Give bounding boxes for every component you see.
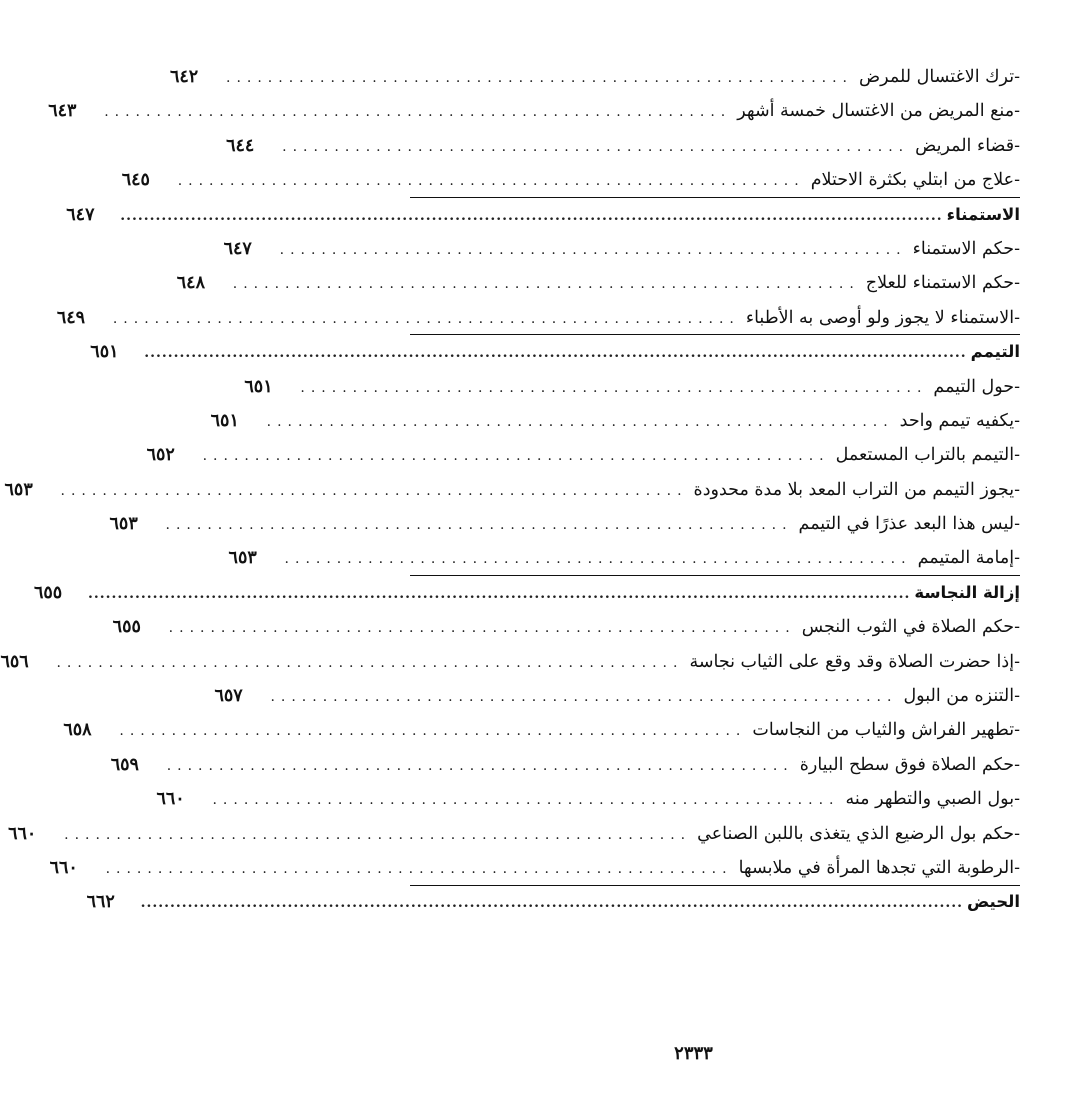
dot-leader: ............................................................	[168, 620, 796, 637]
toc-entry-title: -علاج من ابتلي بكثرة الاحتلام	[810, 170, 1020, 191]
toc-entry	[146, 438, 1020, 472]
dot-leader: ............................................................................................................................................	[140, 895, 963, 912]
toc-entry	[8, 817, 1020, 851]
toc-section-heading	[66, 198, 1020, 232]
dot-leader: ............................................................	[64, 826, 692, 843]
toc-entry-title: الحيض	[967, 892, 1020, 912]
toc-entry-title: -يكفيه تيمم واحد	[899, 410, 1020, 431]
toc-entry	[109, 507, 1020, 541]
toc-entry-page: ٦٥٥	[33, 582, 63, 603]
toc-entry-page: ٦٥١	[210, 410, 239, 431]
toc-entry	[244, 370, 1020, 404]
section-rule	[410, 575, 1020, 576]
toc-entry-title: -إذا حضرت الصلاة وقد وقع على الثياب نجاسة	[689, 651, 1020, 672]
dot-leader: ............................................................	[300, 379, 928, 396]
dot-leader: ............................................................	[284, 551, 912, 568]
toc-entry-title: -ترك الاغتسال للمرض	[859, 67, 1020, 87]
toc-entry-page: ٦٥٣	[4, 479, 33, 500]
toc-entry-page: ٦٥١	[90, 342, 119, 363]
dot-leader: ............................................................	[105, 860, 733, 877]
toc-entry-title: -حكم بول الرضيع الذي يتغذى باللبن الصناعي	[697, 823, 1020, 844]
dot-leader: ............................................................	[226, 70, 854, 86]
toc-entry-page: ٦٤٢	[170, 67, 199, 87]
dot-leader: ............................................................	[60, 482, 688, 499]
toc-entry-title: -حكم الاستمناء	[912, 238, 1020, 259]
toc-entry	[112, 610, 1020, 644]
toc-entry-page: ٦٦٢	[86, 892, 115, 913]
toc-entry-title: -حكم الصلاة فوق سطح البيارة	[799, 754, 1020, 775]
toc-entry-page: ٦٦٠	[49, 857, 78, 878]
dot-leader: ............................................................................................................................................	[87, 585, 911, 602]
toc-entry-page: ٦٤٧	[66, 204, 95, 225]
toc-entry-title: -يجوز التيمم من التراب المعد بلا مدة محدودة	[693, 479, 1020, 500]
toc-entry-title: إزالة النجاسة	[914, 582, 1020, 602]
toc-entry-title: -الاستمناء لا يجوز ولو أوصى به الأطباء	[745, 307, 1020, 328]
toc-entry	[121, 163, 1020, 197]
toc-entry-title: -بول الصبي والتطهر منه	[845, 789, 1020, 810]
dot-leader: ............................................................	[279, 241, 907, 258]
toc-entry-page: ٦٤٩	[56, 307, 86, 328]
toc-entry-page: ٦٤٧	[223, 238, 252, 259]
section-rule	[410, 334, 1020, 335]
toc-entry-title: -الرطوبة التي تجدها المرأة في ملابسها	[738, 857, 1020, 878]
toc-entry	[210, 404, 1020, 438]
toc-entry-title: الاستمناء	[946, 204, 1020, 224]
dot-leader: ............................................................	[56, 654, 684, 671]
dot-leader: ............................................................	[119, 723, 747, 740]
toc-entry-title: -قضاء المريض	[915, 135, 1020, 156]
toc-entry-title: -حول التيمم	[933, 376, 1020, 397]
dot-leader: ............................................................	[165, 517, 793, 534]
toc-entry-title: -منع المريض من الاغتسال خمسة أشهر	[737, 101, 1020, 122]
toc-entry-page: ٦٥٣	[228, 548, 257, 569]
toc-entry-page: ٦٥٩	[110, 754, 139, 775]
toc-entry	[223, 232, 1020, 266]
dot-leader: ............................................................................................................................................	[120, 207, 943, 224]
dot-leader: ............................................................................................................................................	[144, 345, 967, 362]
toc-entry-page: ٦٤٣	[48, 101, 77, 122]
dot-leader: ............................................................	[104, 104, 732, 121]
toc-section-heading	[33, 576, 1020, 610]
toc-entry-page: ٦٤٨	[176, 273, 205, 294]
toc-entry-page: ٦٤٥	[121, 170, 150, 191]
table-of-contents	[0, 60, 1020, 920]
dot-leader: ............................................................	[266, 413, 894, 430]
toc-entry-title: -التيمم بالتراب المستعمل	[835, 445, 1020, 466]
toc-entry	[56, 301, 1020, 335]
toc-entry	[228, 541, 1020, 575]
dot-leader: ............................................................	[270, 689, 898, 706]
toc-entry-page: ٦٥٥	[112, 617, 141, 638]
toc-entry-title: -حكم الاستمناء للعلاج	[865, 273, 1020, 294]
toc-entry-page: ٦٥٢	[146, 445, 175, 466]
toc-entry-page: ٦٥١	[244, 376, 273, 397]
toc-entry	[48, 94, 1020, 128]
toc-entry-page: ٦٥٨	[63, 720, 92, 741]
section-rule	[410, 885, 1020, 886]
toc-entry-title: -ليس هذا البعد عذرًا في التيمم	[798, 514, 1020, 535]
toc-entry-title: -التنزه من البول	[903, 686, 1020, 707]
toc-entry-page: ٦٥٧	[214, 686, 243, 707]
toc-entry	[4, 473, 1020, 507]
toc-entry-page: ٦٦٠	[156, 789, 185, 810]
toc-entry	[170, 60, 1020, 94]
toc-section-heading	[86, 885, 1020, 919]
toc-entry	[63, 713, 1020, 747]
toc-section-heading	[90, 335, 1020, 369]
dot-leader: ............................................................	[177, 173, 805, 190]
toc-entry-page: ٦٥٦	[0, 651, 29, 672]
toc-entry	[156, 782, 1020, 816]
toc-entry	[0, 645, 1020, 679]
page-number: ٢٣٣٣	[674, 1043, 713, 1064]
toc-entry-title: -حكم الصلاة في الثوب النجس	[801, 617, 1020, 638]
dot-leader: ............................................................	[232, 276, 860, 293]
dot-leader: ............................................................	[166, 757, 794, 774]
toc-entry-title: -تطهير الفراش والثياب من النجاسات	[752, 720, 1020, 741]
toc-entry-title: -إمامة المتيمم	[917, 548, 1020, 569]
section-rule	[410, 197, 1020, 198]
toc-entry	[176, 266, 1020, 300]
toc-entry-page: ٦٤٤	[226, 135, 255, 156]
toc-entry-page: ٦٥٣	[109, 514, 138, 535]
dot-leader: ............................................................	[202, 448, 830, 465]
toc-entry-title: التيمم	[970, 342, 1020, 362]
dot-leader: ............................................................	[112, 310, 740, 327]
toc-entry	[49, 851, 1020, 885]
dot-leader: ............................................................	[282, 138, 910, 155]
toc-entry	[226, 129, 1020, 163]
dot-leader: ............................................................	[212, 792, 840, 809]
toc-entry-page: ٦٦٠	[8, 823, 37, 844]
toc-entry	[214, 679, 1020, 713]
toc-entry	[110, 748, 1020, 782]
